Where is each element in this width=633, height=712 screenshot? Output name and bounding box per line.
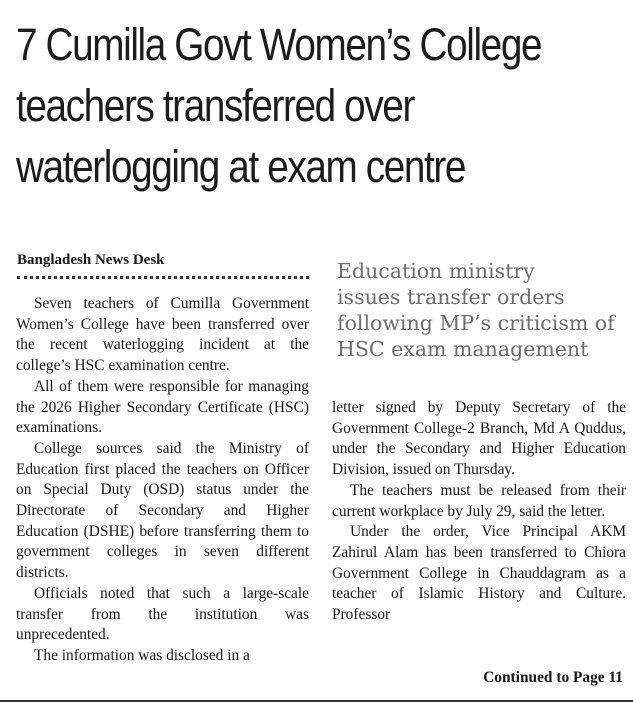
headline — [16, 14, 633, 197]
bottom-rule — [0, 700, 633, 702]
headline-line: 7 Cumilla Govt Women’s College — [16, 19, 542, 70]
paragraph: The information was disclosed in a — [34, 646, 250, 664]
article-column-2 — [332, 398, 626, 626]
paragraph: College sources said the Ministry of Education first placed the teachers on Officer on Special Duty (OSD) status under the Directorate of Secondary and Higher Education (DSHE) before transferring them to government colleges in seven different districts. — [16, 439, 309, 582]
dotted-divider — [17, 276, 309, 279]
byline: Bangladesh News Desk — [17, 252, 165, 268]
paragraph-continuation: letter signed by Deputy Secretary of the Government College-2 Branch, Md A Quddus, under the Secondary and Higher Education Division, issued on Thursday. — [332, 399, 626, 479]
headline-line: teachers transferred over — [16, 80, 414, 131]
pull-quote-line: HSC exam management — [337, 337, 589, 361]
pull-quote-line: issues transfer orders — [337, 285, 565, 309]
paragraph: All of them were responsible for managing the 2026 Higher Secondary Certificate (HSC) examinations. — [16, 377, 309, 437]
article-column-1 — [16, 294, 309, 667]
paragraph: Under the order, Vice Principal AKM Zahirul Alam has been transferred to Chiora Government College in Chauddagram as a teacher of Islamic History and Culture. Professor — [332, 523, 626, 624]
paragraph: Seven teachers of Cumilla Government Women’s College have been transferred over the recent waterlogging incident at the college’s HSC examination centre. — [16, 295, 309, 375]
paragraph: Officials noted that such a large-scale transfer from the institution was unprecedented. — [16, 584, 309, 644]
pull-quote-line: following MP’s criticism of — [337, 311, 615, 335]
continued-jump-line: Continued to Page 11 — [483, 669, 623, 686]
pull-quote-line: Education ministry — [337, 259, 535, 283]
paragraph: The teachers must be released from their current workplace by July 29, said the letter. — [332, 481, 626, 520]
headline-line: waterlogging at exam centre — [16, 141, 466, 192]
pull-quote — [337, 258, 629, 362]
